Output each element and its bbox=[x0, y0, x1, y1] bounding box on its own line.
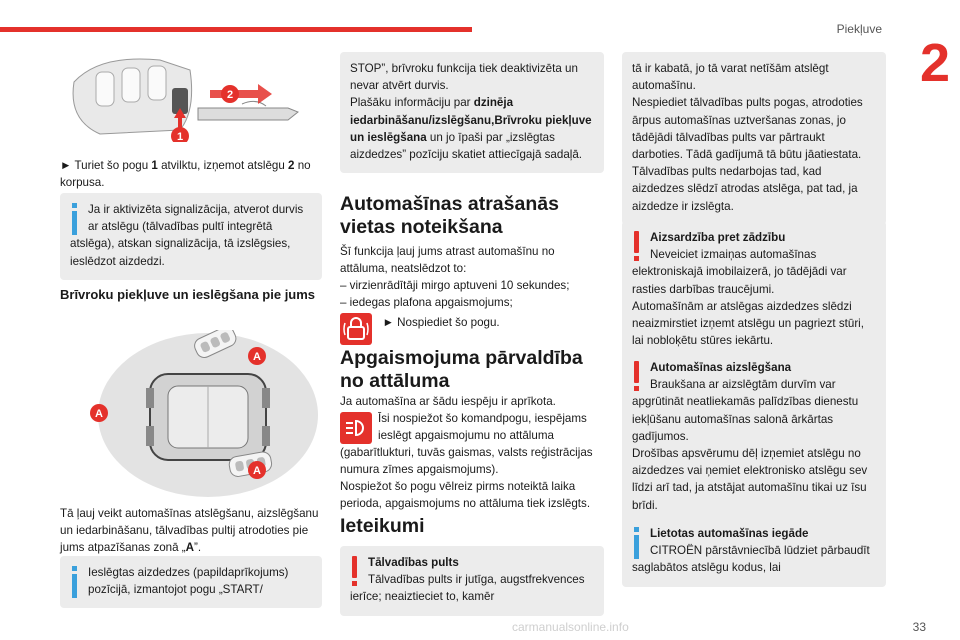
warning-box-locking: Automašīnas aizslēgšana Braukšana ar aizslēgtām durvīm var apgrūtināt neatliekamās palīdzības dienestu iekļūšanu automašīnas salonā ārkārtas gadījumos. Drošības apsvērumu dēļ izņemiet atslēgu no aizdedzes vai ņemiet elektronisko atslēgu sev līdzi arī tad, ja atstājat automašīnu tikai uz īsu brīdi. bbox=[622, 351, 886, 524]
heading-handsfree: Brīvroku piekļuve un ieslēgšana pie jums bbox=[60, 287, 316, 302]
handsfree-paragraph: Tā ļauj veikt automašīnas atslēgšanu, aizslēgšanu un iedarbināšanu, tālvadības pultij atrodoties pie jums atpazīšanas zonā „A”. bbox=[60, 507, 319, 554]
info-box-continued: STOP”, brīvroku funkcija tiek deaktivizēta un nevar atvērt durvis. Plašāku informāciju par dzinēja iedarbināšanu/izslēgšanu,Brīvroku piekļuve un ieslēgšana un jo īpaši par „izslēgtas aizdedzes” pozīciju skatiet attiecīgajā sadaļā. bbox=[340, 52, 604, 173]
section-title: Piekļuve bbox=[836, 22, 882, 36]
svg-text:A: A bbox=[95, 408, 103, 420]
chapter-number: 2 bbox=[919, 33, 950, 93]
info-box-used-car: Lietotas automašīnas iegāde CITROËN pārstāvniecībā lūdziet pārbaudīt saglabātos atslēgu kodus, lai bbox=[622, 517, 886, 587]
info-icon bbox=[632, 527, 642, 559]
key-removal-illustration bbox=[60, 50, 322, 142]
remote-lighting-section: Ja automašīna ar šādu iespēju ir aprīkota. Īsi nospiežot šo komandpogu, iespējams ieslēgt apgaismojumu no attāluma (gabarītlukturi, tuvās gaismas, valsts reģistrācijas numura zīmes apgaismojums). Nospiežot šo pogu vēlreiz pirms noteiktā laika perioda, apgaismojums no attāluma tiek izslēgts. bbox=[340, 395, 593, 510]
warning-icon bbox=[350, 556, 360, 588]
info-box-remote-continued: tā ir kabatā, jo tā varat netīšām atslēgt automašīnu. Nespiediet tālvadības pults pogas, atrodoties ārpus automašīnas uztveršanas zonas, jo tādējādi tālvadības pults var pārtraukt darboties. Tādā gadījumā tā būtu jāatiestata. Tālvadības pults nedarbojas tad, kad aizdedzes slēdzī atrodas atslēga, pat tad, ja aizdedze ir izslēgta. bbox=[622, 52, 886, 225]
detection-zone-illustration bbox=[88, 330, 328, 500]
svg-text:A: A bbox=[253, 465, 261, 477]
info-icon bbox=[70, 203, 80, 235]
header-accent-bar bbox=[0, 27, 472, 32]
heading-remote-lighting: Apgaismojuma pārvaldība no attāluma bbox=[340, 347, 583, 392]
warning-icon bbox=[632, 361, 642, 393]
info-box-ignition: Ieslēgtas aizdedzes (papildaprīkojums) pozīcijā, izmantojot pogu „START/ bbox=[60, 556, 322, 608]
info-icon bbox=[70, 566, 80, 598]
watermark: carmanualsonline.info bbox=[512, 620, 629, 634]
warning-icon bbox=[632, 231, 642, 263]
lighting-button-icon bbox=[340, 412, 372, 444]
svg-text:A: A bbox=[253, 351, 261, 363]
warning-box-antitheft: Aizsardzība pret zādzību Neveiciet izmaiņas automašīnas elektroniskajā imobilaizerā, jo tādējādi var rasties darbības traucējumi. Automašīnām ar atslēgas aizdedzes slēdzi neaizmirstiet izņemt atslēgu un pagriezt stūri, lai nobloķētu stūres iekārtu. bbox=[622, 221, 886, 359]
info-box-alarm: Ja ir aktivizēta signalizācija, atverot durvis ar atslēgu (tālvadības pultī integrētā atslēga), atskan signalizācija, tā izslēgsies, ieslēdzot aizdedzi. bbox=[60, 193, 322, 280]
locate-car-section: Šī funkcija ļauj jums atrast automašīnu no attāluma, neatslēdzot to: – virzienrādītāji mirgo aptuveni 10 sekundes; – iedegas plafona apgaismojums; ► Nospiediet šo pogu. bbox=[340, 243, 604, 347]
callout-2-label: 2 bbox=[226, 89, 234, 101]
page-number: 33 bbox=[912, 620, 926, 634]
warning-box-remote: Tālvadības pults Tālvadības pults ir jutīga, augstfrekvences ierīce; neaiztieciet to, kamēr bbox=[340, 546, 604, 616]
heading-advice: Ieteikumi bbox=[340, 515, 425, 537]
heading-locate-car: Automašīnas atrašanās vietas noteikšana bbox=[340, 193, 559, 238]
callout-1-label: 1 bbox=[176, 131, 184, 142]
key-step-text: ► Turiet šo pogu 1 atvilktu, izņemot atslēgu 2 no korpusa. bbox=[60, 159, 311, 189]
lock-search-button-icon bbox=[340, 313, 372, 345]
